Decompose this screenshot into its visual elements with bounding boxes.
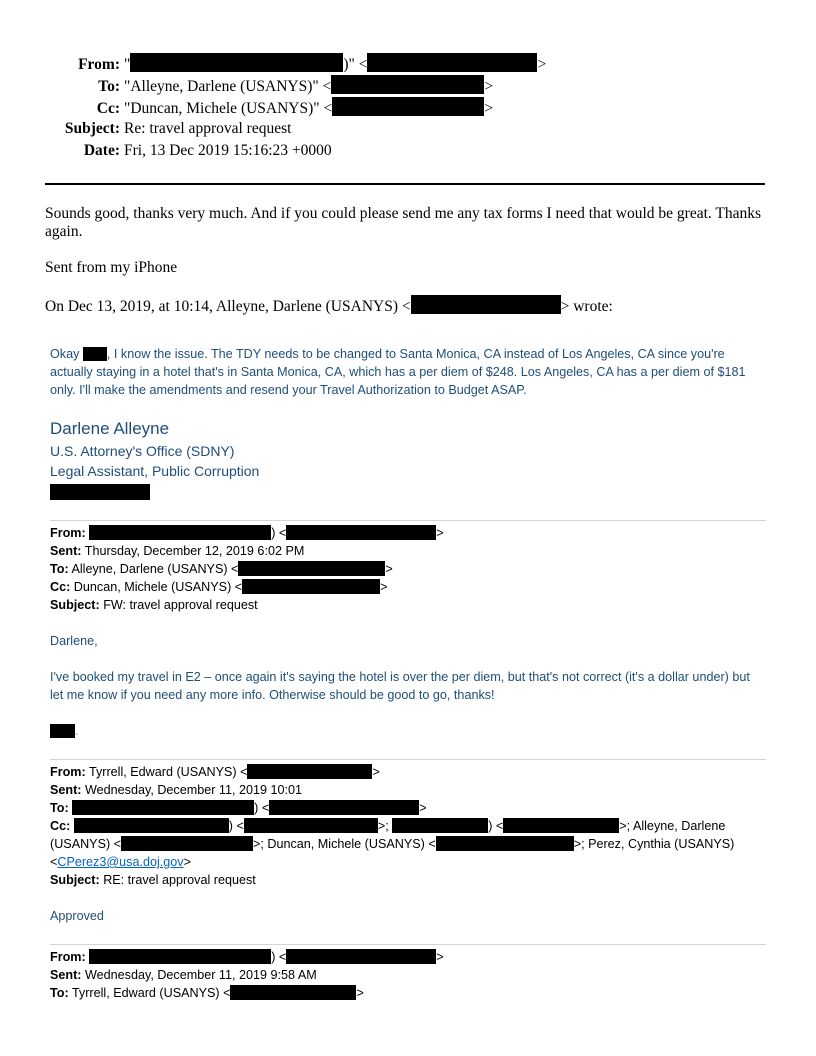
- email2-subject-row: Subject: FW: travel approval request: [50, 598, 258, 612]
- header-from-label: From:: [78, 56, 120, 73]
- header-to-value: "Alleyne, Darlene (USANYS)" <: [124, 78, 332, 95]
- redaction-block: [230, 985, 356, 1000]
- email2-to-row: To: Alleyne, Darlene (USANYS) < >: [50, 562, 393, 576]
- redaction-block: [411, 295, 561, 314]
- redaction-block: [238, 561, 385, 576]
- redaction-block: [332, 97, 484, 116]
- email2-from-row: From: ) < >: [50, 526, 444, 540]
- redaction-block: [286, 949, 436, 964]
- signature-name: Darlene Alleyne: [50, 419, 170, 438]
- header-date-value: Fri, 13 Dec 2019 15:16:23 +0000: [124, 142, 332, 159]
- redaction-block: [72, 800, 254, 815]
- quoted-body: Okay , I know the issue. The TDY needs to be changed to Santa Monica, CA instead of Los Angeles, CA since you're actually staying in a hotel that's in Santa Monica, CA, which has a per diem of $248. Los Angeles, CA has a per diem of $181 only. I'll make the amendments and resend your Travel Authorization to Budget ASAP.: [50, 347, 746, 397]
- redaction-block: [74, 818, 229, 833]
- header-from-row: From: " )" < >: [0, 53, 546, 75]
- redaction-block: [121, 836, 253, 851]
- redaction-block: [367, 53, 537, 72]
- header-divider: [45, 183, 765, 185]
- email2-sent-row: Sent: Thursday, December 12, 2019 6:02 PM: [50, 544, 305, 558]
- email2-cc-row: Cc: Duncan, Michele (USANYS) < >: [50, 580, 388, 594]
- header-subject-value: Re: travel approval request: [124, 120, 292, 137]
- message-divider: [50, 944, 766, 945]
- redaction-block: [269, 800, 419, 815]
- redaction-block: [244, 818, 378, 833]
- header-subject-row: [0, 119, 291, 139]
- redaction-block: [436, 836, 574, 851]
- email4-sent-row: Sent: Wednesday, December 11, 2019 9:58 AM: [50, 968, 317, 982]
- email3-from-row: From: Tyrrell, Edward (USANYS) < >: [50, 765, 380, 779]
- redaction-block: [503, 818, 619, 833]
- email3-cc-row: Cc: ) < >; ) < >; Alleyne, Darlene: [50, 819, 726, 833]
- email2-body: I've booked my travel in E2 – once again it's saying the hotel is over the per diem, but that's not correct (it's a dollar under) but let me know if you need any more info. Otherwise should be good to go, thanks!: [50, 670, 750, 702]
- redaction-block: [331, 75, 484, 94]
- header-subject-label: Subject:: [64, 120, 120, 137]
- redaction-block: [130, 53, 343, 72]
- quote-intro: On Dec 13, 2019, at 10:14, Alleyne, Darlene (USANYS) < > wrote:: [45, 295, 770, 316]
- reply-signature: Sent from my iPhone: [45, 259, 178, 276]
- message-divider: [50, 759, 766, 760]
- redaction-block: [392, 818, 488, 833]
- header-to-label: To:: [98, 78, 120, 95]
- header-cc-label: Cc:: [96, 100, 120, 117]
- email-link[interactable]: CPerez3@usa.doj.gov: [57, 855, 184, 869]
- header-date-label: Date:: [83, 142, 120, 159]
- redaction-block: [50, 484, 150, 500]
- reply-body: Sounds good, thanks very much. And if you could please send me any tax forms I need that would be great. Thanks again.: [45, 205, 762, 240]
- email3-cc-row-2: (USANYS) < >; Duncan, Michele (USANYS) < >; Perez, Cynthia (USANYS): [50, 837, 735, 851]
- redaction-block: [89, 525, 271, 540]
- email3-sent-row: Sent: Wednesday, December 11, 2019 10:01: [50, 783, 303, 797]
- header-cc-value: "Duncan, Michele (USANYS)" <: [124, 100, 333, 117]
- email3-cc-row-3: <CPerez3@usa.doj.gov>: [50, 855, 191, 869]
- header-date-row: [0, 141, 332, 161]
- signature-title: Legal Assistant, Public Corruption: [50, 463, 260, 479]
- header-to-row: To: "Alleyne, Darlene (USANYS)" < >: [0, 75, 493, 97]
- email3-to-row: To: ) < >: [50, 801, 427, 815]
- redaction-block: [50, 724, 75, 738]
- redaction-block: [286, 525, 436, 540]
- email2-greeting: Darlene,: [50, 634, 98, 648]
- email3-body: Approved: [50, 909, 104, 923]
- email4-to-row: To: Tyrrell, Edward (USANYS) < >: [50, 986, 364, 1000]
- header-cc-row: Cc: "Duncan, Michele (USANYS)" < >: [0, 97, 493, 119]
- email2-closing: .: [50, 722, 762, 740]
- redaction-block: [242, 579, 380, 594]
- redaction-block: [83, 347, 107, 361]
- message-divider: [50, 520, 766, 521]
- redaction-block: [89, 949, 271, 964]
- email3-subject-row: Subject: RE: travel approval request: [50, 873, 256, 887]
- email4-from-row: From: ) < >: [50, 950, 444, 964]
- signature-office: U.S. Attorney's Office (SDNY): [50, 443, 235, 459]
- redaction-block: [247, 764, 372, 779]
